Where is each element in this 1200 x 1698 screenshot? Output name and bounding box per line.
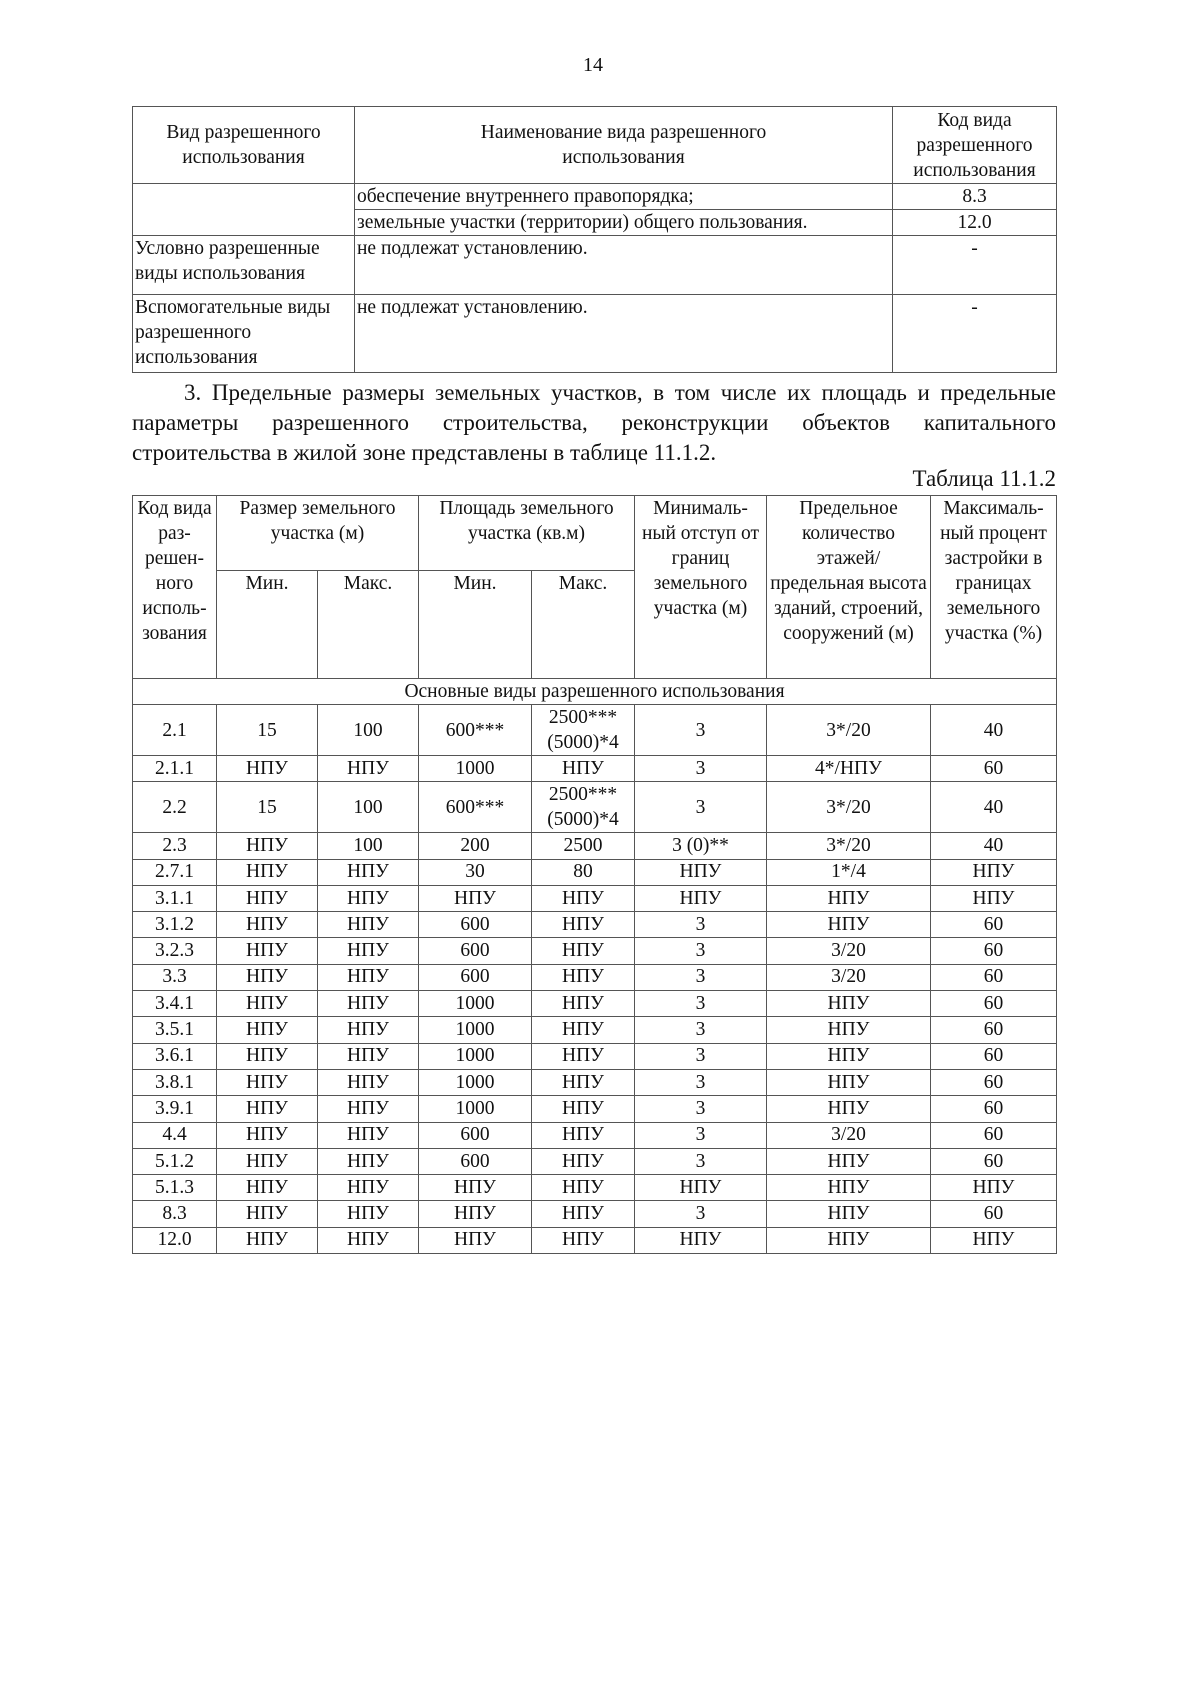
cell-size-min: НПУ <box>217 938 318 964</box>
cell-size-min: НПУ <box>217 991 318 1017</box>
cell-percent: 40 <box>931 833 1057 859</box>
cell-percent: НПУ <box>931 1227 1057 1253</box>
cell-floors: НПУ <box>767 1096 931 1122</box>
cell-floors: 4*/НПУ <box>767 756 931 782</box>
cell-code: 12.0 <box>133 1227 217 1253</box>
cell-floors: 3*/20 <box>767 705 931 756</box>
table-row <box>133 991 1057 1017</box>
cell-code: 2.2 <box>133 782 217 833</box>
table-row <box>133 1201 1057 1227</box>
cell-setback: 3 <box>635 938 767 964</box>
name-cell: земельные участки (территории) общего пользования. <box>355 210 893 236</box>
cell-size-min: НПУ <box>217 964 318 990</box>
header-area: Площадь земельного участка (кв.м) <box>419 496 635 571</box>
header-size-min: Мин. <box>217 571 318 679</box>
cell-size-max: НПУ <box>318 1175 419 1201</box>
cell-percent: НПУ <box>931 885 1057 911</box>
cell-code: 3.1.1 <box>133 885 217 911</box>
code-cell: 12.0 <box>893 210 1057 236</box>
cell-setback: 3 <box>635 964 767 990</box>
cell-area-min: 1000 <box>419 756 532 782</box>
cell-area-max: НПУ <box>532 1148 635 1174</box>
code-cell: 8.3 <box>893 184 1057 210</box>
cell-size-max: НПУ <box>318 1043 419 1069</box>
cell-percent: 60 <box>931 1122 1057 1148</box>
cell-percent: НПУ <box>931 1175 1057 1201</box>
cell-percent: 60 <box>931 938 1057 964</box>
parameters-table <box>132 495 1057 1254</box>
table-row <box>133 184 1057 210</box>
table-row <box>133 1148 1057 1174</box>
header-cell: Вид разрешенного использования <box>133 107 355 184</box>
cell-size-max: НПУ <box>318 912 419 938</box>
cell-size-min: НПУ <box>217 1122 318 1148</box>
cell-setback: 3 <box>635 1148 767 1174</box>
permitted-use-table <box>132 106 1057 373</box>
table-row <box>133 705 1057 756</box>
cell-area-min: 1000 <box>419 1069 532 1095</box>
table-row <box>133 859 1057 885</box>
cell-area-max: 2500*** (5000)*4 <box>532 782 635 833</box>
cell-floors: 3*/20 <box>767 782 931 833</box>
cell-size-min: НПУ <box>217 1148 318 1174</box>
body-paragraph <box>132 378 1056 468</box>
page-number: 14 <box>583 54 603 76</box>
cell-area-max: НПУ <box>532 1122 635 1148</box>
cell-percent: 40 <box>931 705 1057 756</box>
cell-area-max: НПУ <box>532 1227 635 1253</box>
cell-area-min: 600 <box>419 964 532 990</box>
header-size-max: Макс. <box>318 571 419 679</box>
cell-setback: НПУ <box>635 859 767 885</box>
table-row <box>133 833 1057 859</box>
cell-setback: 3 <box>635 991 767 1017</box>
cell-floors: НПУ <box>767 1043 931 1069</box>
cell-code: 5.1.3 <box>133 1175 217 1201</box>
cell-area-min: НПУ <box>419 1201 532 1227</box>
cell-area-min: 600 <box>419 938 532 964</box>
cell-percent: 60 <box>931 1017 1057 1043</box>
cell-setback: 3 (0)** <box>635 833 767 859</box>
cell-area-max: НПУ <box>532 964 635 990</box>
code-cell: - <box>893 236 1057 295</box>
cell-area-max: НПУ <box>532 885 635 911</box>
table-row <box>133 782 1057 833</box>
cell-area-min: 600 <box>419 912 532 938</box>
cell-size-max: НПУ <box>318 991 419 1017</box>
cell-size-max: 100 <box>318 833 419 859</box>
cell-size-min: НПУ <box>217 885 318 911</box>
cell-area-max: НПУ <box>532 991 635 1017</box>
cell-size-max: 100 <box>318 705 419 756</box>
cell-floors: НПУ <box>767 1201 931 1227</box>
header-area-max: Макс. <box>532 571 635 679</box>
cell-percent: НПУ <box>931 859 1057 885</box>
cell-percent: 60 <box>931 1043 1057 1069</box>
table-row <box>133 1069 1057 1095</box>
type-cell <box>133 184 355 236</box>
cell-setback: 3 <box>635 782 767 833</box>
cell-area-min: 1000 <box>419 991 532 1017</box>
table-row <box>133 1122 1057 1148</box>
cell-setback: НПУ <box>635 1227 767 1253</box>
cell-size-max: НПУ <box>318 885 419 911</box>
cell-code: 3.6.1 <box>133 1043 217 1069</box>
name-cell: не подлежат установлению. <box>355 295 893 373</box>
cell-size-min: НПУ <box>217 833 318 859</box>
cell-setback: НПУ <box>635 885 767 911</box>
cell-area-max: НПУ <box>532 1043 635 1069</box>
cell-size-min: НПУ <box>217 1069 318 1095</box>
section-row <box>133 679 1057 705</box>
cell-area-max: НПУ <box>532 938 635 964</box>
header-cell: Код вида разрешенного использования <box>893 107 1057 184</box>
cell-area-min: НПУ <box>419 1227 532 1253</box>
cell-setback: 3 <box>635 1017 767 1043</box>
cell-size-min: НПУ <box>217 1201 318 1227</box>
cell-area-min: НПУ <box>419 1175 532 1201</box>
cell-area-max: 2500*** (5000)*4 <box>532 705 635 756</box>
cell-floors: 3/20 <box>767 938 931 964</box>
table-row <box>133 1043 1057 1069</box>
table-row <box>133 756 1057 782</box>
cell-floors: 3/20 <box>767 1122 931 1148</box>
cell-size-max: НПУ <box>318 1069 419 1095</box>
cell-size-max: НПУ <box>318 756 419 782</box>
cell-percent: 60 <box>931 1201 1057 1227</box>
type-cell: Вспомогательные виды разрешенного использования <box>133 295 355 373</box>
cell-area-min: 1000 <box>419 1096 532 1122</box>
cell-size-min: НПУ <box>217 1096 318 1122</box>
cell-setback: 3 <box>635 1122 767 1148</box>
cell-size-max: НПУ <box>318 964 419 990</box>
cell-size-min: 15 <box>217 705 318 756</box>
cell-area-max: 80 <box>532 859 635 885</box>
cell-percent: 60 <box>931 1148 1057 1174</box>
header-cell: Наименование вида разрешенного использования <box>355 107 893 184</box>
table-header-row <box>133 496 1057 571</box>
header-setback: Минималь-ный отступ от границ земельного участка (м) <box>635 496 767 679</box>
cell-floors: НПУ <box>767 912 931 938</box>
cell-size-min: НПУ <box>217 1227 318 1253</box>
cell-code: 5.1.2 <box>133 1148 217 1174</box>
table-row <box>133 912 1057 938</box>
cell-setback: 3 <box>635 1069 767 1095</box>
header-floors: Предельное количество этажей/ предельная высота зданий, строений, сооружений (м) <box>767 496 931 679</box>
cell-size-min: 15 <box>217 782 318 833</box>
cell-code: 3.4.1 <box>133 991 217 1017</box>
cell-floors: НПУ <box>767 885 931 911</box>
cell-percent: 40 <box>931 782 1057 833</box>
cell-percent: 60 <box>931 1069 1057 1095</box>
cell-size-max: НПУ <box>318 1201 419 1227</box>
cell-setback: 3 <box>635 1043 767 1069</box>
cell-size-max: НПУ <box>318 1227 419 1253</box>
cell-setback: 3 <box>635 705 767 756</box>
table-row <box>133 1017 1057 1043</box>
table-row <box>133 1227 1057 1253</box>
section-title: Основные виды разрешенного использования <box>133 679 1057 705</box>
cell-area-max: НПУ <box>532 1017 635 1043</box>
cell-floors: НПУ <box>767 991 931 1017</box>
cell-area-max: НПУ <box>532 1096 635 1122</box>
cell-code: 2.3 <box>133 833 217 859</box>
cell-code: 3.5.1 <box>133 1017 217 1043</box>
cell-code: 3.9.1 <box>133 1096 217 1122</box>
cell-percent: 60 <box>931 756 1057 782</box>
table-row <box>133 295 1057 373</box>
table-row <box>133 236 1057 295</box>
table-row <box>133 1175 1057 1201</box>
cell-size-max: НПУ <box>318 1148 419 1174</box>
table-header-row <box>133 107 1057 184</box>
cell-floors: НПУ <box>767 1148 931 1174</box>
cell-area-min: 1000 <box>419 1017 532 1043</box>
cell-size-min: НПУ <box>217 1017 318 1043</box>
cell-code: 3.3 <box>133 964 217 990</box>
cell-setback: 3 <box>635 1201 767 1227</box>
table-caption: Таблица 11.1.2 <box>912 466 1056 491</box>
cell-code: 2.7.1 <box>133 859 217 885</box>
cell-area-min: 600 <box>419 1122 532 1148</box>
cell-code: 8.3 <box>133 1201 217 1227</box>
cell-code: 3.1.2 <box>133 912 217 938</box>
cell-area-max: НПУ <box>532 912 635 938</box>
header-percent: Максималь-ный процент застройки в границах земельного участка (%) <box>931 496 1057 679</box>
cell-code: 4.4 <box>133 1122 217 1148</box>
cell-size-max: НПУ <box>318 938 419 964</box>
cell-setback: 3 <box>635 756 767 782</box>
cell-setback: 3 <box>635 1096 767 1122</box>
cell-code: 2.1.1 <box>133 756 217 782</box>
cell-size-max: НПУ <box>318 1096 419 1122</box>
cell-size-min: НПУ <box>217 859 318 885</box>
header-code: Код вида раз-решен-ного исполь-зования <box>133 496 217 679</box>
cell-area-min: 1000 <box>419 1043 532 1069</box>
header-area-min: Мин. <box>419 571 532 679</box>
cell-area-max: НПУ <box>532 756 635 782</box>
cell-area-max: НПУ <box>532 1201 635 1227</box>
cell-percent: 60 <box>931 1096 1057 1122</box>
cell-area-min: 200 <box>419 833 532 859</box>
name-cell: не подлежат установлению. <box>355 236 893 295</box>
cell-size-max: НПУ <box>318 1122 419 1148</box>
cell-setback: 3 <box>635 912 767 938</box>
cell-size-min: НПУ <box>217 756 318 782</box>
table-row <box>133 938 1057 964</box>
cell-area-min: 30 <box>419 859 532 885</box>
paragraph-text: 3. Предельные размеры земельных участков, в том числе их площадь и предельные параметры разрешенного строительства, реконструкции объектов капитального строительства в жилой зоне представлены в таблице 11.1.2. <box>132 380 1056 465</box>
cell-size-max: НПУ <box>318 1017 419 1043</box>
cell-area-max: 2500 <box>532 833 635 859</box>
cell-size-max: НПУ <box>318 859 419 885</box>
cell-size-min: НПУ <box>217 1043 318 1069</box>
cell-area-min: 600*** <box>419 782 532 833</box>
cell-setback: НПУ <box>635 1175 767 1201</box>
cell-area-min: 600*** <box>419 705 532 756</box>
cell-size-min: НПУ <box>217 1175 318 1201</box>
cell-code: 3.8.1 <box>133 1069 217 1095</box>
type-cell: Условно разрешенные виды использования <box>133 236 355 295</box>
table-row <box>133 1096 1057 1122</box>
cell-code: 2.1 <box>133 705 217 756</box>
cell-area-max: НПУ <box>532 1069 635 1095</box>
code-cell: - <box>893 295 1057 373</box>
cell-area-min: НПУ <box>419 885 532 911</box>
cell-code: 3.2.3 <box>133 938 217 964</box>
cell-floors: 3/20 <box>767 964 931 990</box>
cell-floors: НПУ <box>767 1017 931 1043</box>
cell-percent: 60 <box>931 912 1057 938</box>
table-row <box>133 964 1057 990</box>
table-row <box>133 885 1057 911</box>
cell-area-min: 600 <box>419 1148 532 1174</box>
cell-size-min: НПУ <box>217 912 318 938</box>
cell-size-max: 100 <box>318 782 419 833</box>
cell-floors: НПУ <box>767 1227 931 1253</box>
cell-percent: 60 <box>931 991 1057 1017</box>
cell-percent: 60 <box>931 964 1057 990</box>
name-cell: обеспечение внутреннего правопорядка; <box>355 184 893 210</box>
cell-floors: 1*/4 <box>767 859 931 885</box>
cell-floors: НПУ <box>767 1175 931 1201</box>
header-size: Размер земельного участка (м) <box>217 496 419 571</box>
cell-floors: 3*/20 <box>767 833 931 859</box>
cell-area-max: НПУ <box>532 1175 635 1201</box>
cell-floors: НПУ <box>767 1069 931 1095</box>
